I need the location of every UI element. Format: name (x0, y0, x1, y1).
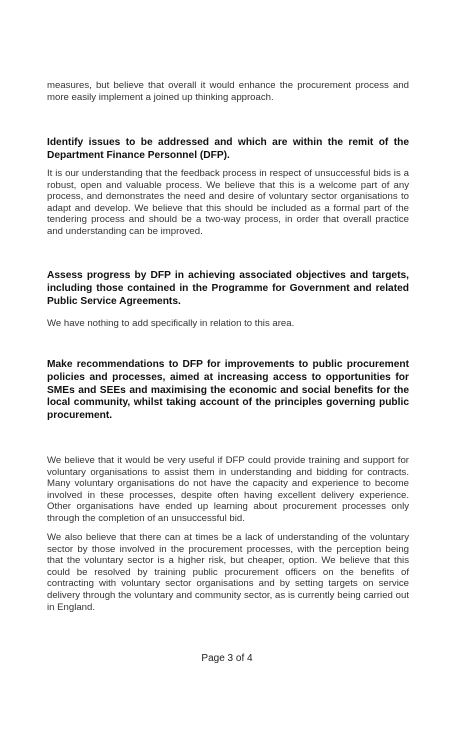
section-1-paragraph: It is our understanding that the feedback process in respect of unsuccessful bids is a robust, open and valuable process. We believe that this is a welcome part of any process, and demonstrates the need and desire of voluntary sector organisations to adapt and develop. We believe that this should be included as a formal part of the tendering process and should be a two-way process, in order that overall practice and understanding can be improved. (47, 168, 409, 237)
section-3-paragraph-2: We also believe that there can at times be a lack of understanding of the voluntary sector by those involved in the procurement processes, with the perception being that the voluntary sector is a higher risk, but cheaper, option. We believe that this could be resolved by training public procurement officers on the benefits of contracting with voluntary sector organisations and by setting targets on service delivery through the voluntary and community sector, as is currently being carried out in England. (47, 532, 409, 613)
section-2-paragraph: We have nothing to add specifically in relation to this area. (47, 318, 295, 329)
section-2-heading: Assess progress by DFP in achieving associated objectives and targets, including those contained in the Programme for Government and related Public Service Agreements. (47, 270, 409, 307)
section-1-heading: Identify issues to be addressed and which are within the remit of the Department Finance Personnel (DFP). (47, 137, 409, 161)
section-3-heading: Make recommendations to DFP for improvements to public procurement policies and processes, aimed at increasing access to opportunities for SMEs and SEEs and maximising the economic and social benefits for the local community, whilst taking account of the principles governing public procurement. (47, 359, 409, 422)
intro-paragraph: measures, but believe that overall it would enhance the procurement process and more easily implement a joined up thinking approach. (47, 80, 409, 103)
section-3-paragraph-1: We believe that it would be very useful if DFP could provide training and support for voluntary organisations to assist them in understanding and bidding for contracts. Many voluntary organisations do not have the capacity and experience to become involved in these processes, despite often having excellent delivery experience. Other organisations have ended up learning about procurement processes only through the completion of an unsuccessful bid. (47, 455, 409, 524)
page-number: Page 3 of 4 (201, 653, 253, 664)
